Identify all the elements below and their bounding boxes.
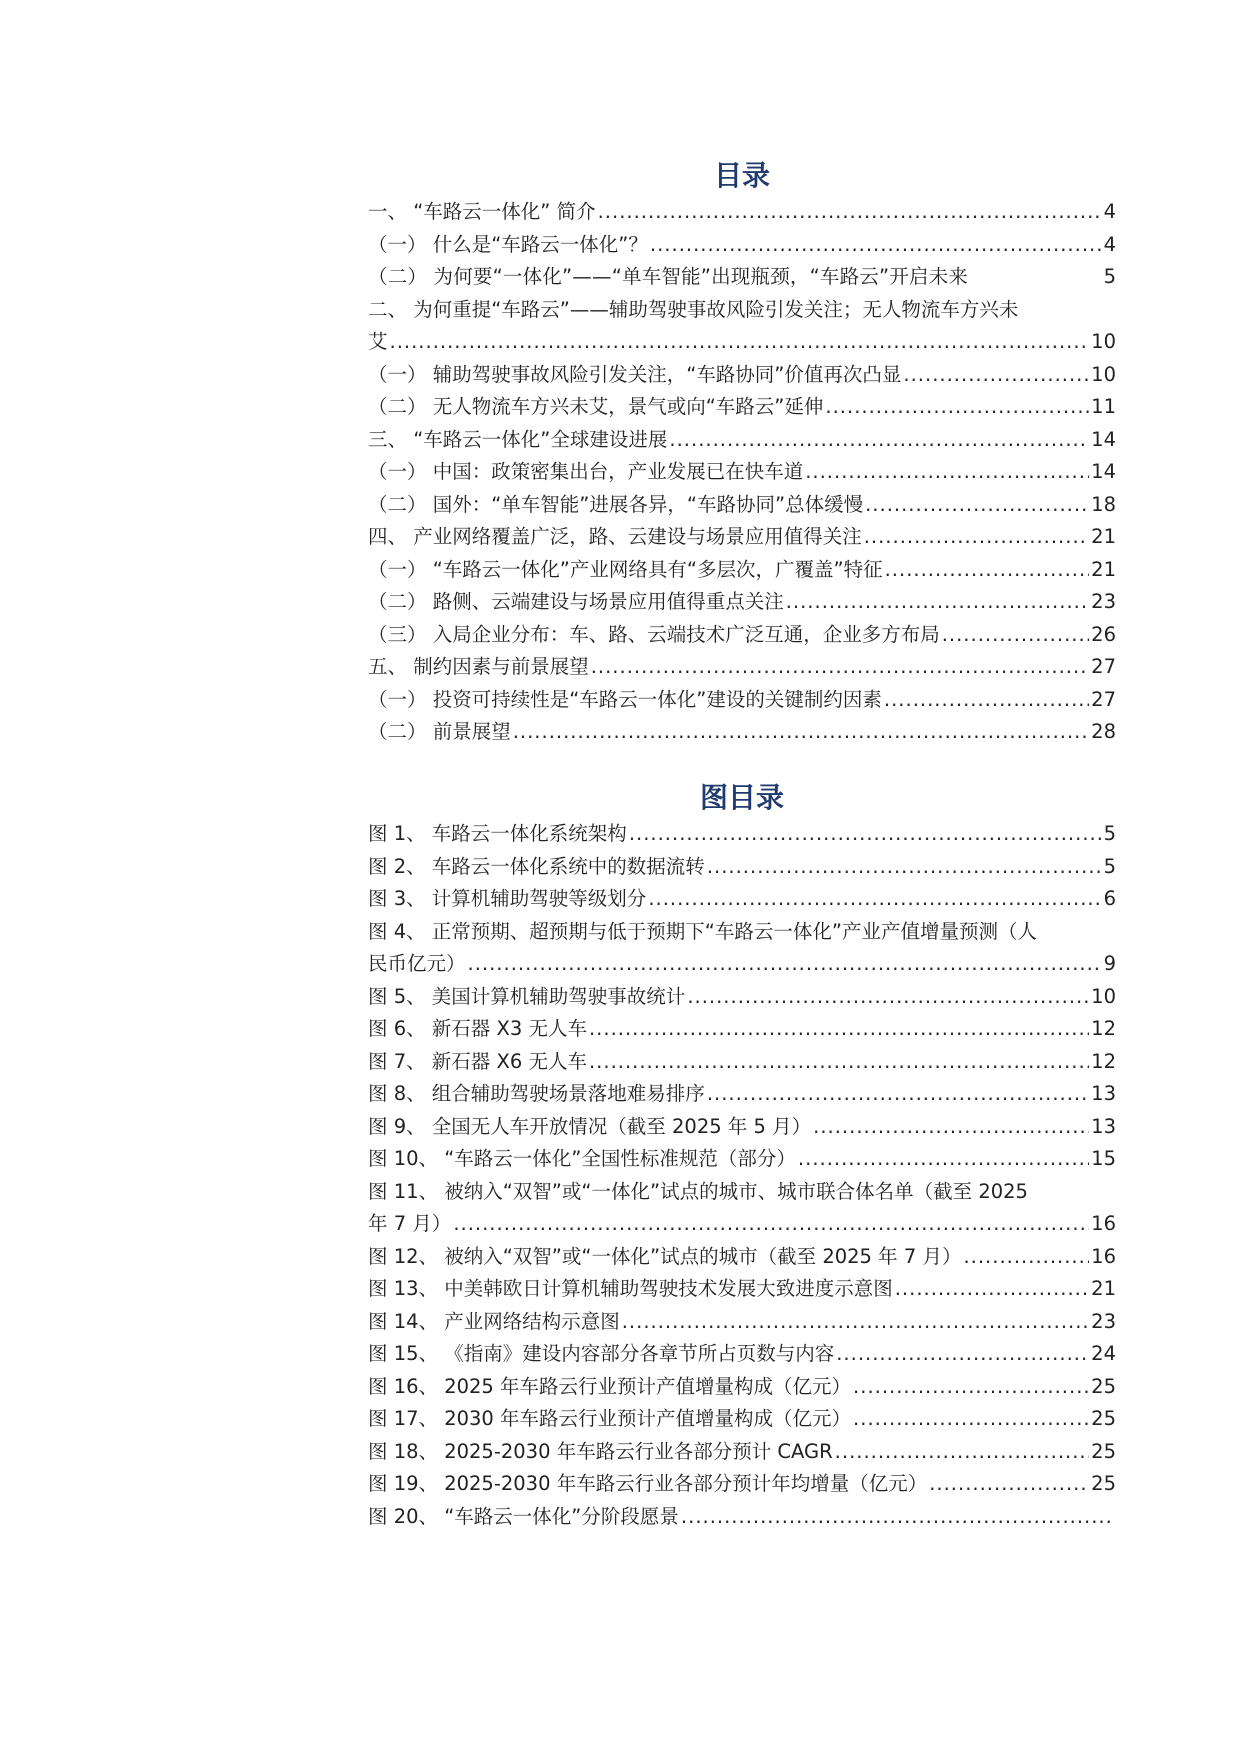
- toc-entry-text: 图 6、 新石器 X3 无人车: [368, 1017, 587, 1040]
- figure-toc-title: 图目录: [699, 781, 784, 814]
- dot-leader: [453, 1208, 1089, 1241]
- toc-entry-text: （一） 中国：政策密集出台，产业发展已在快车道: [368, 460, 804, 483]
- toc-entry-text: （一） 投资可持续性是“车路云一体化”建设的关键制约因素: [368, 687, 882, 711]
- toc-entry[interactable]: [368, 521, 1116, 554]
- toc-entry[interactable]: [368, 1046, 1116, 1079]
- figure-toc-list: [368, 818, 1116, 1533]
- toc-page-number: 4: [1103, 200, 1116, 223]
- toc-page-number: 5: [1103, 854, 1116, 878]
- toc-page-number: 6: [1103, 887, 1116, 910]
- toc-entry[interactable]: [368, 1306, 1116, 1339]
- toc-entry[interactable]: [368, 883, 1116, 916]
- toc-entry-text: 图 3、 计算机辅助驾驶等级划分: [368, 887, 647, 910]
- toc-entry[interactable]: [368, 586, 1116, 619]
- dot-leader: [650, 229, 1102, 262]
- dot-leader: [390, 326, 1090, 359]
- dot-leader: [903, 359, 1089, 392]
- toc-entry-text: 图 2、 车路云一体化系统中的数据流转: [368, 854, 705, 878]
- toc-entry[interactable]: [368, 554, 1116, 587]
- dot-leader: [589, 1046, 1089, 1079]
- dot-leader: [884, 684, 1089, 717]
- toc-entry[interactable]: [368, 981, 1116, 1014]
- toc-list: [368, 196, 1116, 749]
- toc-page-number: 14: [1091, 460, 1116, 483]
- dot-leader: [836, 1338, 1089, 1371]
- toc-page-number: 25: [1091, 1374, 1116, 1398]
- toc-page-number: 23: [1091, 1309, 1116, 1333]
- toc-page-number: 25: [1091, 1407, 1116, 1430]
- toc-entry-continuation: 艾: [368, 330, 388, 353]
- toc-entry[interactable]: [368, 1436, 1116, 1469]
- toc-entry-text: （一） 辅助驾驶事故风险引发关注，“车路协同”价值再次凸显: [368, 362, 902, 386]
- toc-entry[interactable]: [368, 1371, 1116, 1404]
- toc-entry[interactable]: [368, 359, 1116, 392]
- toc-entry[interactable]: [368, 456, 1116, 489]
- toc-entry-text: 图 8、 组合辅助驾驶场景落地难易排序: [368, 1082, 705, 1105]
- toc-entry[interactable]: [368, 391, 1116, 424]
- toc-entry-text: 图 12、 被纳入“双智”或“一体化”试点的城市（截至 2025 年 7 月）: [368, 1244, 962, 1268]
- toc-entry[interactable]: [368, 1501, 1116, 1534]
- toc-entry-text[interactable]: 图 4、 正常预期、超预期与低于预期下“车路云一体化”产业产值增量预测（人: [368, 919, 1038, 943]
- toc-page-number: 13: [1091, 1082, 1116, 1105]
- dot-leader: [622, 1306, 1089, 1339]
- toc-page-number: 25: [1091, 1439, 1116, 1463]
- toc-entry-text: 图 18、 2025-2030 年车路云行业各部分预计 CAGR: [368, 1439, 833, 1463]
- dot-leader: [942, 619, 1089, 652]
- toc-entry-text: 图 1、 车路云一体化系统架构: [368, 822, 627, 845]
- toc-entry-text: 图 15、 《指南》建设内容部分各章节所占页数与内容: [368, 1342, 835, 1365]
- toc-page-number: 21: [1091, 525, 1116, 548]
- toc-entry[interactable]: [368, 716, 1116, 749]
- toc-entry-text: 图 16、 2025 年车路云行业预计产值增量构成（亿元）: [368, 1374, 852, 1398]
- toc-entry[interactable]: [368, 1111, 1116, 1144]
- toc-entry[interactable]: [368, 1013, 1116, 1046]
- dot-leader: [629, 818, 1102, 851]
- toc-entry-text[interactable]: 图 11、 被纳入“双智”或“一体化”试点的城市、城市联合体名单（截至 2025: [368, 1179, 1028, 1203]
- toc-entry-text: 图 14、 产业网络结构示意图: [368, 1309, 620, 1333]
- dot-leader: [589, 1013, 1089, 1046]
- toc-page-number: 16: [1091, 1244, 1116, 1268]
- toc-entry[interactable]: [368, 326, 1116, 359]
- toc-entry-continuation: 民币亿元）: [368, 952, 466, 975]
- toc-page-number: 14: [1091, 427, 1116, 451]
- toc-entry-text: （二） 无人物流车方兴未艾，景气或向“车路云”延伸: [368, 395, 824, 418]
- dot-leader: [468, 948, 1102, 981]
- toc-entry[interactable]: [368, 619, 1116, 652]
- toc-entry[interactable]: [368, 851, 1116, 884]
- dot-leader: [687, 981, 1089, 1014]
- toc-entry-text: （一） “车路云一体化”产业网络具有“多层次，广覆盖”特征: [368, 557, 883, 581]
- toc-entry[interactable]: [368, 261, 1116, 294]
- toc-entry-text: 五、 制约因素与前景展望: [368, 655, 589, 678]
- toc-page-number: 10: [1091, 330, 1116, 353]
- toc-page-number: 11: [1091, 395, 1116, 418]
- toc-entry-text: （二） 路侧、云端建设与场景应用值得重点关注: [368, 590, 784, 613]
- dot-leader: [963, 1241, 1089, 1274]
- toc-entry-text: 图 20、 “车路云一体化”分阶段愿景: [368, 1504, 679, 1528]
- toc-entry[interactable]: [368, 1143, 1116, 1176]
- dot-leader: [786, 586, 1089, 619]
- toc-page-number: 12: [1091, 1017, 1116, 1040]
- toc-page-number: 13: [1091, 1114, 1116, 1138]
- dot-leader: [813, 1111, 1089, 1144]
- toc-page-number: 25: [1091, 1472, 1116, 1495]
- toc-entry-text: （一） 什么是“车路云一体化”？: [368, 232, 648, 256]
- dot-leader: [598, 196, 1102, 229]
- toc-entry-text[interactable]: 二、 为何重提“车路云”——辅助驾驶事故风险引发关注；无人物流车方兴未: [368, 297, 1019, 321]
- toc-entry-text: 图 7、 新石器 X6 无人车: [368, 1049, 587, 1073]
- toc-page-number: 10: [1091, 362, 1116, 386]
- dot-leader: [798, 1143, 1089, 1176]
- dot-leader: [864, 521, 1089, 554]
- dot-leader: [835, 1436, 1090, 1469]
- toc-page-number: 10: [1091, 984, 1116, 1008]
- toc-entry[interactable]: [368, 196, 1116, 229]
- toc-page-number: 18: [1091, 492, 1116, 516]
- toc-entry-text: 图 17、 2030 年车路云行业预计产值增量构成（亿元）: [368, 1407, 852, 1430]
- toc-page-number: 21: [1091, 1277, 1116, 1300]
- toc-entry-text: 四、 产业网络覆盖广泛，路、云建设与场景应用值得关注: [368, 525, 862, 548]
- toc-page-number: 4: [1103, 232, 1116, 256]
- dot-leader: [895, 1273, 1089, 1306]
- toc-entry-text: 图 19、 2025-2030 年车路云行业各部分预计年均增量（亿元）: [368, 1472, 928, 1495]
- toc-page-number: 12: [1091, 1049, 1116, 1073]
- toc-entry-text: 图 5、 美国计算机辅助驾驶事故统计: [368, 984, 686, 1008]
- toc-entry-text: （二） 前景展望: [368, 720, 511, 743]
- toc-entry[interactable]: [368, 948, 1116, 981]
- toc-page-number: 9: [1103, 952, 1116, 975]
- toc-entry[interactable]: [368, 1403, 1116, 1436]
- toc-entry[interactable]: [368, 1338, 1116, 1371]
- toc-entry[interactable]: [368, 1208, 1116, 1241]
- toc-page-number: 24: [1091, 1342, 1116, 1365]
- toc-entry[interactable]: [368, 818, 1116, 851]
- toc-page-number: 21: [1091, 557, 1116, 581]
- toc-page-number: 27: [1091, 655, 1116, 678]
- dot-leader: [825, 391, 1089, 424]
- toc-entry-text: （三） 入局企业分布：车、路、云端技术广泛互通，企业多方布局: [368, 622, 940, 646]
- dot-leader: [648, 883, 1101, 916]
- toc-page-number: 23: [1091, 590, 1116, 613]
- dot-leader: [707, 1078, 1089, 1111]
- dot-leader: [681, 1501, 1114, 1534]
- toc-title: 目录: [713, 159, 770, 192]
- toc-entry-text: 一、 “车路云一体化” 简介: [368, 200, 596, 223]
- toc-page-number: 16: [1091, 1212, 1116, 1235]
- toc-entry-text: 图 13、 中美韩欧日计算机辅助驾驶技术发展大致进度示意图: [368, 1277, 893, 1300]
- toc-page-number: 5: [1103, 265, 1116, 288]
- toc-entry-text: 图 10、 “车路云一体化”全国性标准规范（部分）: [368, 1147, 796, 1170]
- toc-entry-text: （二） 为何要“一体化”——“单车智能”出现瓶颈，“车路云”开启未来: [368, 265, 969, 288]
- toc-entry[interactable]: [368, 1241, 1116, 1274]
- toc-entry[interactable]: [368, 1078, 1116, 1111]
- dot-leader: [929, 1468, 1089, 1501]
- dot-leader: [707, 851, 1102, 884]
- toc-entry-continuation: 年 7 月）: [368, 1212, 452, 1235]
- toc-page-number: 27: [1091, 687, 1116, 711]
- toc-entry-text: 三、 “车路云一体化”全球建设进展: [368, 427, 668, 451]
- toc-entry[interactable]: [368, 489, 1116, 522]
- toc-entry[interactable]: [368, 684, 1116, 717]
- dot-leader: [805, 456, 1089, 489]
- toc-entry[interactable]: [368, 1273, 1116, 1306]
- dot-leader: [513, 716, 1089, 749]
- dot-leader: [669, 424, 1089, 457]
- toc-entry[interactable]: [368, 651, 1116, 684]
- toc-entry-text: 图 9、 全国无人车开放情况（截至 2025 年 5 月）: [368, 1114, 812, 1138]
- toc-page-number: 15: [1091, 1147, 1116, 1170]
- dot-leader: [853, 1371, 1089, 1404]
- toc-page-number: 5: [1103, 822, 1116, 845]
- dot-leader: [885, 554, 1090, 587]
- dot-leader: [853, 1403, 1089, 1436]
- dot-leader: [591, 651, 1089, 684]
- toc-entry[interactable]: [368, 229, 1116, 262]
- toc-entry-text: （二） 国外：“单车智能”进展各异，“车路协同”总体缓慢: [368, 492, 864, 516]
- toc-page-number: 28: [1091, 720, 1116, 743]
- toc-entry[interactable]: [368, 424, 1116, 457]
- dot-leader: [865, 489, 1089, 522]
- toc-page-number: 26: [1091, 622, 1116, 646]
- toc-entry[interactable]: [368, 1468, 1116, 1501]
